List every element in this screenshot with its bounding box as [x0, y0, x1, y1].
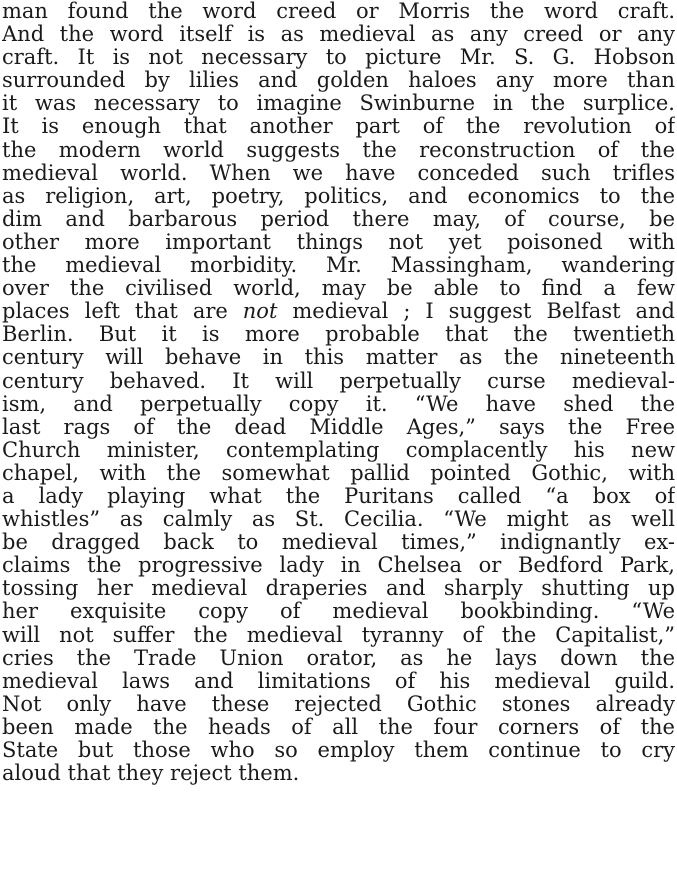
text-line: tossing her medieval draperies and sharply shutting up — [2, 577, 675, 601]
text-line: And the word itself is as medieval as any creed or any — [2, 23, 675, 47]
text-line: century behaved. It will perpetually curse medieval- — [2, 369, 675, 393]
text-line: a lady playing what the Puritans called “a box of — [2, 484, 675, 508]
text-line: cries the Trade Union orator, as he lays down the — [2, 646, 675, 670]
text-line — [2, 300, 675, 323]
italic-emphasis: not — [242, 300, 278, 324]
text-segment: places left that are — [2, 300, 243, 324]
text-line: been made the heads of all the four corners of the — [2, 715, 675, 739]
text-line: Berlin. But it is more probable that the twentieth — [2, 323, 675, 347]
text-line: be dragged back to medieval times,” indignantly ex- — [2, 531, 675, 555]
text-segment: medieval ; I suggest Belfast and — [277, 300, 675, 324]
text-line: claims the progressive lady in Chelsea or Bedford Park, — [2, 554, 675, 578]
text-line: dim and barbarous period there may, of course, be — [2, 207, 675, 231]
text-line: her exquisite copy of medieval bookbinding. “We — [2, 600, 675, 624]
text-line: as religion, art, poetry, politics, and economics to the — [2, 184, 675, 208]
text-line: man found the word creed or Morris the word craft. — [2, 0, 675, 23]
text-line: century will behave in this matter as the nineteenth — [2, 346, 675, 370]
text-line: the medieval morbidity. Mr. Massingham, wandering — [2, 254, 675, 278]
text-line: State but those who so employ them continue to cry — [2, 739, 675, 762]
text-line: medieval world. When we have conceded such trifles — [2, 161, 675, 185]
text-line: chapel, with the somewhat pallid pointed Gothic, with — [2, 461, 675, 485]
text-line: aloud that they reject them. — [2, 762, 300, 786]
text-line: it was necessary to imagine Swinburne in the surplice. — [2, 92, 675, 116]
text-line: last rags of the dead Middle Ages,” says the Free — [2, 415, 675, 439]
text-line: Church minister, contemplating complacently his new — [2, 438, 675, 462]
text-line: whistles” as calmly as St. Cecilia. “We might as well — [2, 508, 675, 532]
text-line: craft. It is not necessary to picture Mr. S. G. Hobson — [2, 46, 675, 70]
text-line: Not only have these rejected Gothic stones already — [2, 692, 675, 716]
text-line: surrounded by lilies and golden haloes any more than — [2, 69, 675, 93]
text-line: over the civilised world, may be able to find a few — [2, 277, 675, 301]
text-line: ism, and perpetually copy it. “We have shed the — [2, 392, 675, 416]
text-line: will not suffer the medieval tyranny of the Capitalist,” — [2, 623, 675, 647]
text-line: other more important things not yet poisoned with — [2, 230, 675, 254]
document-page — [2, 0, 675, 785]
text-line: It is enough that another part of the revolution of — [2, 115, 675, 139]
text-line: the modern world suggests the reconstruction of the — [2, 138, 675, 162]
text-line: medieval laws and limitations of his medieval guild. — [2, 669, 675, 693]
